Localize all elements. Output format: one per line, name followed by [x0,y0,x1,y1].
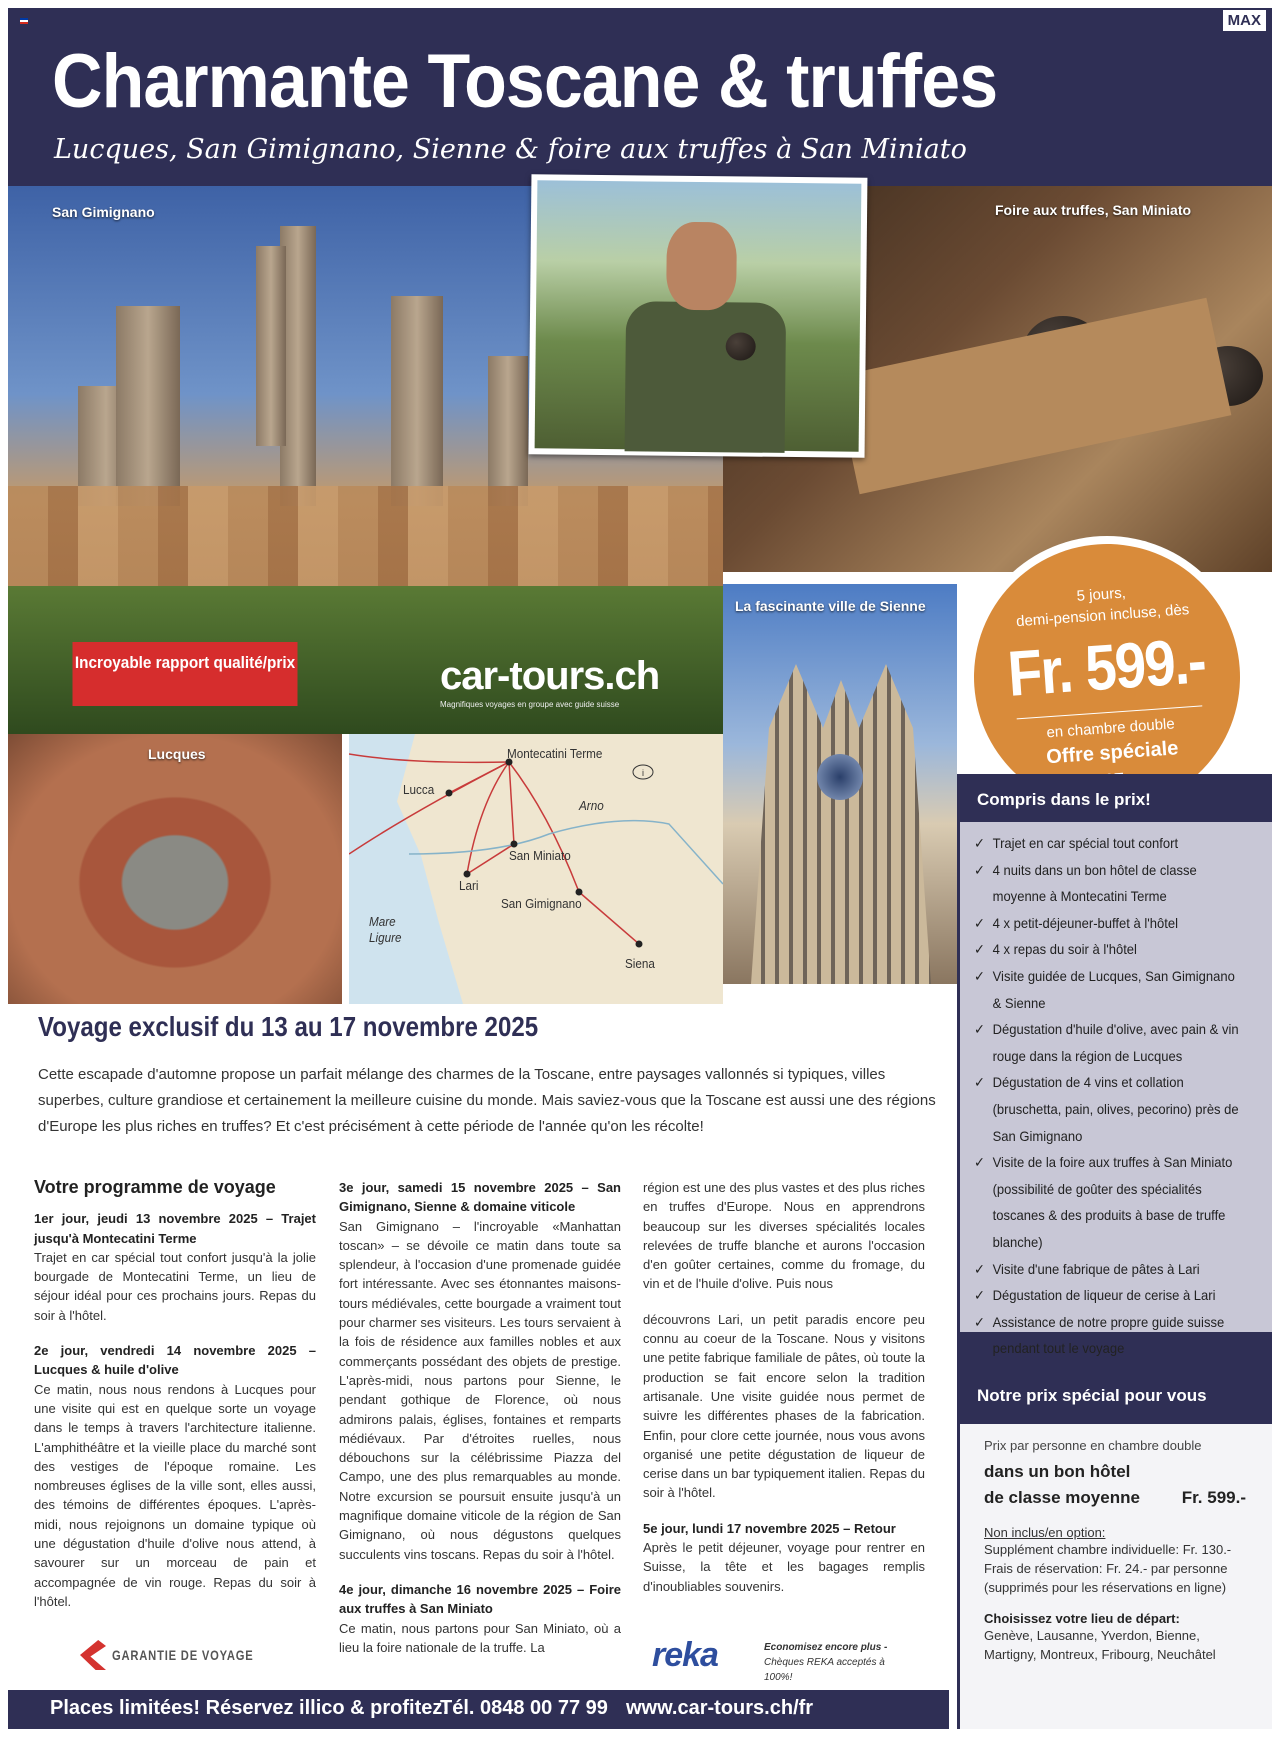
intro-text: Cette escapade d'automne propose un parfait mélange des charmes de la Toscane, entre paysages vallonnés si typiques, villes superbes, culture grandiose et certainement la meilleure cuisine du monde. Mais saviez-vous que la Toscane est aussi une des régions d'Europe les plus riches en truffes? Et c'est précisément à cette période de l'année qu'on les récolte! [38,1066,936,1135]
map-label-lari: Lari [459,878,479,893]
day-heading: 2e jour, vendredi 14 novembre 2025 – Lucques & huile d'olive [34,1343,316,1378]
included-item: ✓ Visite de la foire aux truffes à San Miniato (possibilité de goûter des spécialités toscanes & des produits à base de truffe blanche) [974,1149,1246,1255]
included-item: ✓ 4 x repas du soir à l'hôtel [974,936,1246,963]
offer-board: demi-pension incluse, dès [1015,601,1190,631]
day-heading: 3e jour, samedi 15 novembre 2025 – San Gimignano, Sienne & domaine viticole [339,1180,621,1215]
map-label-lucca: Lucca [403,782,435,797]
included-item: ✓ 4 x petit-déjeuner-buffet à l'hôtel [974,910,1246,937]
trip-headline: Voyage exclusif du 13 au 17 novembre 2025 [38,1011,539,1042]
sidebar [957,774,1272,1729]
value-promo-label: Incroyable rapport qualité/prix [73,642,298,706]
option-item: Frais de réservation: Fr. 24.- par personne [984,1561,1228,1576]
included-item: ✓ Visite d'une fabrique de pâtes à Lari [974,1256,1246,1283]
max-badge: MAX [1223,10,1266,31]
offer-room: en chambre double [1045,715,1176,742]
footer-slogan: Places limitées! Réservez illico & profitez! [50,1697,450,1719]
car-tours-logo: car-tours.ch [440,654,660,698]
included-box [960,822,1272,1357]
option-item: (supprimés pour les réservations en ligne) [984,1580,1227,1595]
reka-note [764,1640,914,1685]
day-text: Trajet en car spécial tout confort jusqu'à la jolie bourgade de Montecatini Terme, un lieu de séjour idéal pour ces prochains jours. Repas du soir à l'hôtel. [34,1249,316,1323]
day-text: découvrons Lari, un petit paradis encore peu connu au coeur de la Toscane. Nous y visitons une petite fabrique familiale de pâtes, où toute la production se fait encore selon la tradition artisanale. Une visite guidée nous permet de suivre les différentes phases de la fabrication. Enfin, pour clore cette journée, nous vous avons organisé une petite dégustation de liqueur de cerise dans un bar typiquement italien. Repas du soir à l'hôtel. [643,1311,925,1501]
included-item: ✓ Trajet en car spécial tout confort [974,830,1246,857]
photo-label-lucca: Lucques [148,746,206,762]
hotel-line-2: de classe moyenne [984,1488,1140,1507]
program-title: Votre programme de voyage [34,1177,276,1197]
offer-duration: 5 jours, [1076,584,1127,605]
program-column-1 [34,1178,316,1627]
reka-logo: reka [652,1636,718,1674]
map-label-siena: Siena [625,956,655,971]
options-title: Non inclus/en option: [984,1525,1106,1540]
route-map [349,734,723,1004]
included-title: Compris dans le prix! [977,790,1151,809]
included-item: ✓ Visite guidée de Lucques, San Gimignano & Sienne [974,963,1246,1016]
guarantee-text: GARANTIE DE VOYAGE [112,1647,254,1663]
map-label-san-miniato: San Miniato [509,848,571,863]
truffle-hunter-photo [529,174,868,458]
program-column-3 [643,1178,925,1612]
map-label-san-gimignano: San Gimignano [501,896,582,911]
route-lines [349,734,723,1004]
header [8,8,1272,186]
departure-list: Genève, Lausanne, Yverdon, Bienne, Martigny, Montreux, Fribourg, Neuchâtel [984,1628,1216,1662]
map-info-icon: i [642,768,644,778]
day-heading: 1er jour, jeudi 13 novembre 2025 – Trajet jusqu'à Montecatini Terme [34,1211,316,1246]
page-subtitle: Lucques, San Gimignano, Sienne & foire aux truffes à San Miniato [54,134,967,165]
reka-line-1: Economisez encore plus - [764,1642,888,1653]
siena-photo [723,584,957,984]
departure-title: Choisissez votre lieu de départ: [984,1611,1180,1626]
day-text: région est une des plus vastes et des plus riches en truffes d'Europe. Nous en apprendrons beaucoup sur les diverses spécialités locales relevées de truffe blanche et aurons l'occasion d'en goûter certaines, comme du fromage, du vin et de l'huile d'olive. Puis nous [643,1180,925,1292]
photo-label-truffle-fair: Foire aux truffes, San Miniato [995,202,1192,218]
map-label-arno: Arno [579,798,604,813]
day-text: Ce matin, nous partons pour San Miniato, où a lieu la foire nationale de la truffe. La [339,1620,621,1655]
reka-line-2: Chèques REKA acceptés à 100%! [764,1657,885,1683]
pricing-box [960,1424,1272,1729]
day-text: Après le petit déjeuner, voyage pour rentrer en Suisse, la tête et les bagages remplis d'inoubliables souvenirs. [643,1540,925,1594]
car-tours-tagline: Magnifiques voyages en groupe avec guide suisse [440,700,620,709]
hotel-line-1: dans un bon hôtel [984,1462,1131,1481]
offer-special: Offre spéciale [1045,737,1180,769]
map-label-montecatini: Montecatini Terme [507,746,603,761]
price-per-person: Prix par personne en chambre double [984,1438,1202,1453]
page-title: Charmante Toscane & truffes [52,39,998,124]
included-list [974,830,1266,1362]
footer-bar [8,1690,949,1729]
included-item: ✓ Dégustation de 4 vins et collation (bruschetta, pain, olives, pecorino) près de San Gimignano [974,1069,1246,1149]
included-item: ✓ Assistance de notre propre guide suisse pendant tout le voyage [974,1309,1246,1362]
footer-url[interactable]: www.car-tours.ch/fr [626,1697,814,1719]
flyer-page [8,8,1272,1729]
map-label-mare-ligure: Mare Ligure [369,914,402,945]
day-heading: 4e jour, dimanche 16 novembre 2025 – Foire aux truffes à San Miniato [339,1581,621,1617]
price-value: Fr. 599.- [1181,1488,1246,1507]
included-item: ✓ 4 nuits dans un bon hôtel de classe moyenne à Montecatini Terme [974,857,1246,910]
photo-label-siena: La fascinante ville de Sienne [735,598,926,614]
offer-price: Fr. 599.- [1005,624,1208,710]
option-item: Supplément chambre individuelle: Fr. 130.- [984,1542,1232,1557]
travel-guarantee-logo [80,1640,289,1670]
day-text: San Gimignano – l'incroyable «Manhattan toscan» – se dévoile ce matin dans toute sa splendeur, à l'occasion d'une promenade guidée fort intéressante. Avec ses étonnantes maisons-tours médiévales, cette bourgade a vraiment tout pour charmer ses visiteurs. Les tours servaient à la fois de résidence aux familles nobles et aux commerçants possédant des objets de prestige. L'après-midi, nous partons pour Sienne, le pendant gothique de Florence, où nous admirons palais, églises, fontaines et remparts médiévaux. Par d'étroites ruelles, nous débouchons sur la célébrissime Piazza del Campo, une des plus remarquables au monde. Notre excursion se poursuit ensuite jusqu'à un magnifique domaine viticole de la région de San Gimignano, où nous dégustons quelques succulents vins toscans. Repas du soir à l'hôtel. [339,1218,621,1562]
included-item: ✓ Dégustation de liqueur de cerise à Lari [974,1282,1246,1309]
included-item: ✓ Dégustation d'huile d'olive, avec pain & vin rouge dans la région de Lucques [974,1016,1246,1069]
flag-icon [20,18,28,25]
lucca-photo [8,734,342,1004]
pricing-title: Notre prix spécial pour vous [977,1386,1207,1405]
guarantee-icon [80,1640,106,1670]
day-text: Ce matin, nous nous rendons à Lucques pour une visite qui est en quelque sorte un voyage dans le temps à travers l'architecture italienne. L'amphithéâtre et la vieille place du marché sont des vestiges de l'époque romaine. Les nombreuses églises de la ville sont, elles aussi, des témoins de différentes époques. L'après-midi, nous rejoignons un domaine typique où une dégustation d'huile d'olive nous attend, à savourer sur un morceau de pain et accompagnée de vin rouge. Repas du soir à l'hôtel. [34,1381,316,1609]
footer-phone[interactable]: Tél. 0848 00 77 99 [440,1697,608,1719]
day-heading: 5e jour, lundi 17 novembre 2025 – Retour [643,1520,896,1536]
photo-label-san-gimignano: San Gimignano [52,204,155,220]
program-column-2 [339,1178,621,1673]
